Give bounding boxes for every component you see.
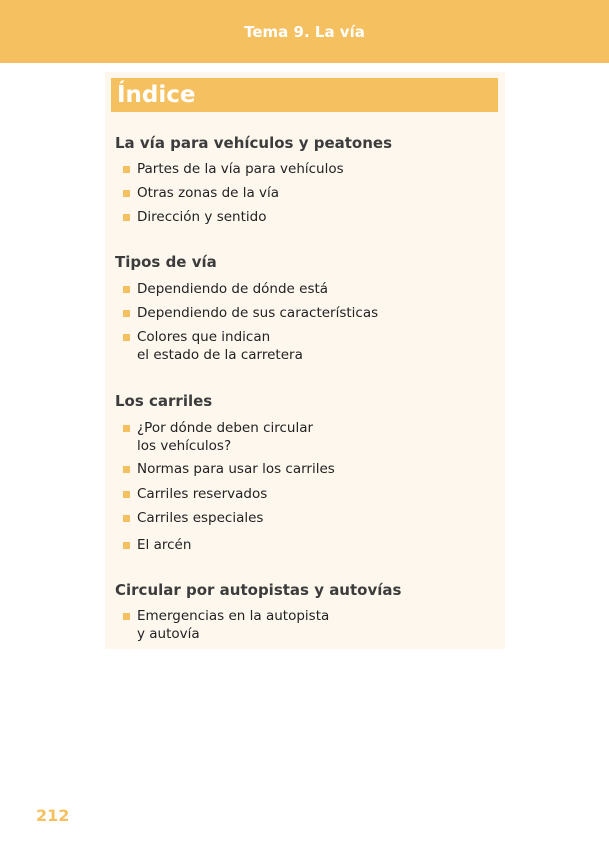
list-item: Carriles especiales [137, 509, 263, 527]
bullet-icon [123, 334, 130, 341]
list-item: Dependiendo de dónde está [137, 280, 328, 298]
bullet-icon [123, 491, 130, 498]
bullet-icon [123, 310, 130, 317]
list-item: Dependiendo de sus características [137, 304, 378, 322]
index-header [111, 78, 498, 112]
list-item: Otras zonas de la vía [137, 184, 279, 202]
list-item: Colores que indican el estado de la carretera [137, 328, 303, 364]
list-item: Partes de la vía para vehículos [137, 160, 344, 178]
list-item: Dirección y sentido [137, 208, 266, 226]
bullet-icon [123, 542, 130, 549]
bullet-icon [123, 613, 130, 620]
bullet-icon [123, 286, 130, 293]
bullet-icon [123, 190, 130, 197]
bullet-icon [123, 214, 130, 221]
chapter-title: Tema 9. La vía [244, 23, 365, 41]
bullet-icon [123, 166, 130, 173]
index-panel [105, 72, 505, 649]
list-item: ¿Por dónde deben circular los vehículos? [137, 419, 313, 455]
index-title: Índice [117, 82, 196, 108]
section-title-tipos-de-via: Tipos de vía [115, 253, 217, 271]
list-item: El arcén [137, 536, 191, 554]
list-item: Normas para usar los carriles [137, 460, 335, 478]
bullet-icon [123, 425, 130, 432]
section-title-autopistas: Circular por autopistas y autovías [115, 581, 402, 599]
section-title-la-via: La vía para vehículos y peatones [115, 134, 392, 152]
page-number: 212 [36, 806, 70, 825]
section-title-los-carriles: Los carriles [115, 392, 213, 410]
list-item: Emergencias en la autopista y autovía [137, 607, 329, 643]
top-bar [0, 0, 609, 63]
bullet-icon [123, 466, 130, 473]
bullet-icon [123, 515, 130, 522]
list-item: Carriles reservados [137, 485, 267, 503]
